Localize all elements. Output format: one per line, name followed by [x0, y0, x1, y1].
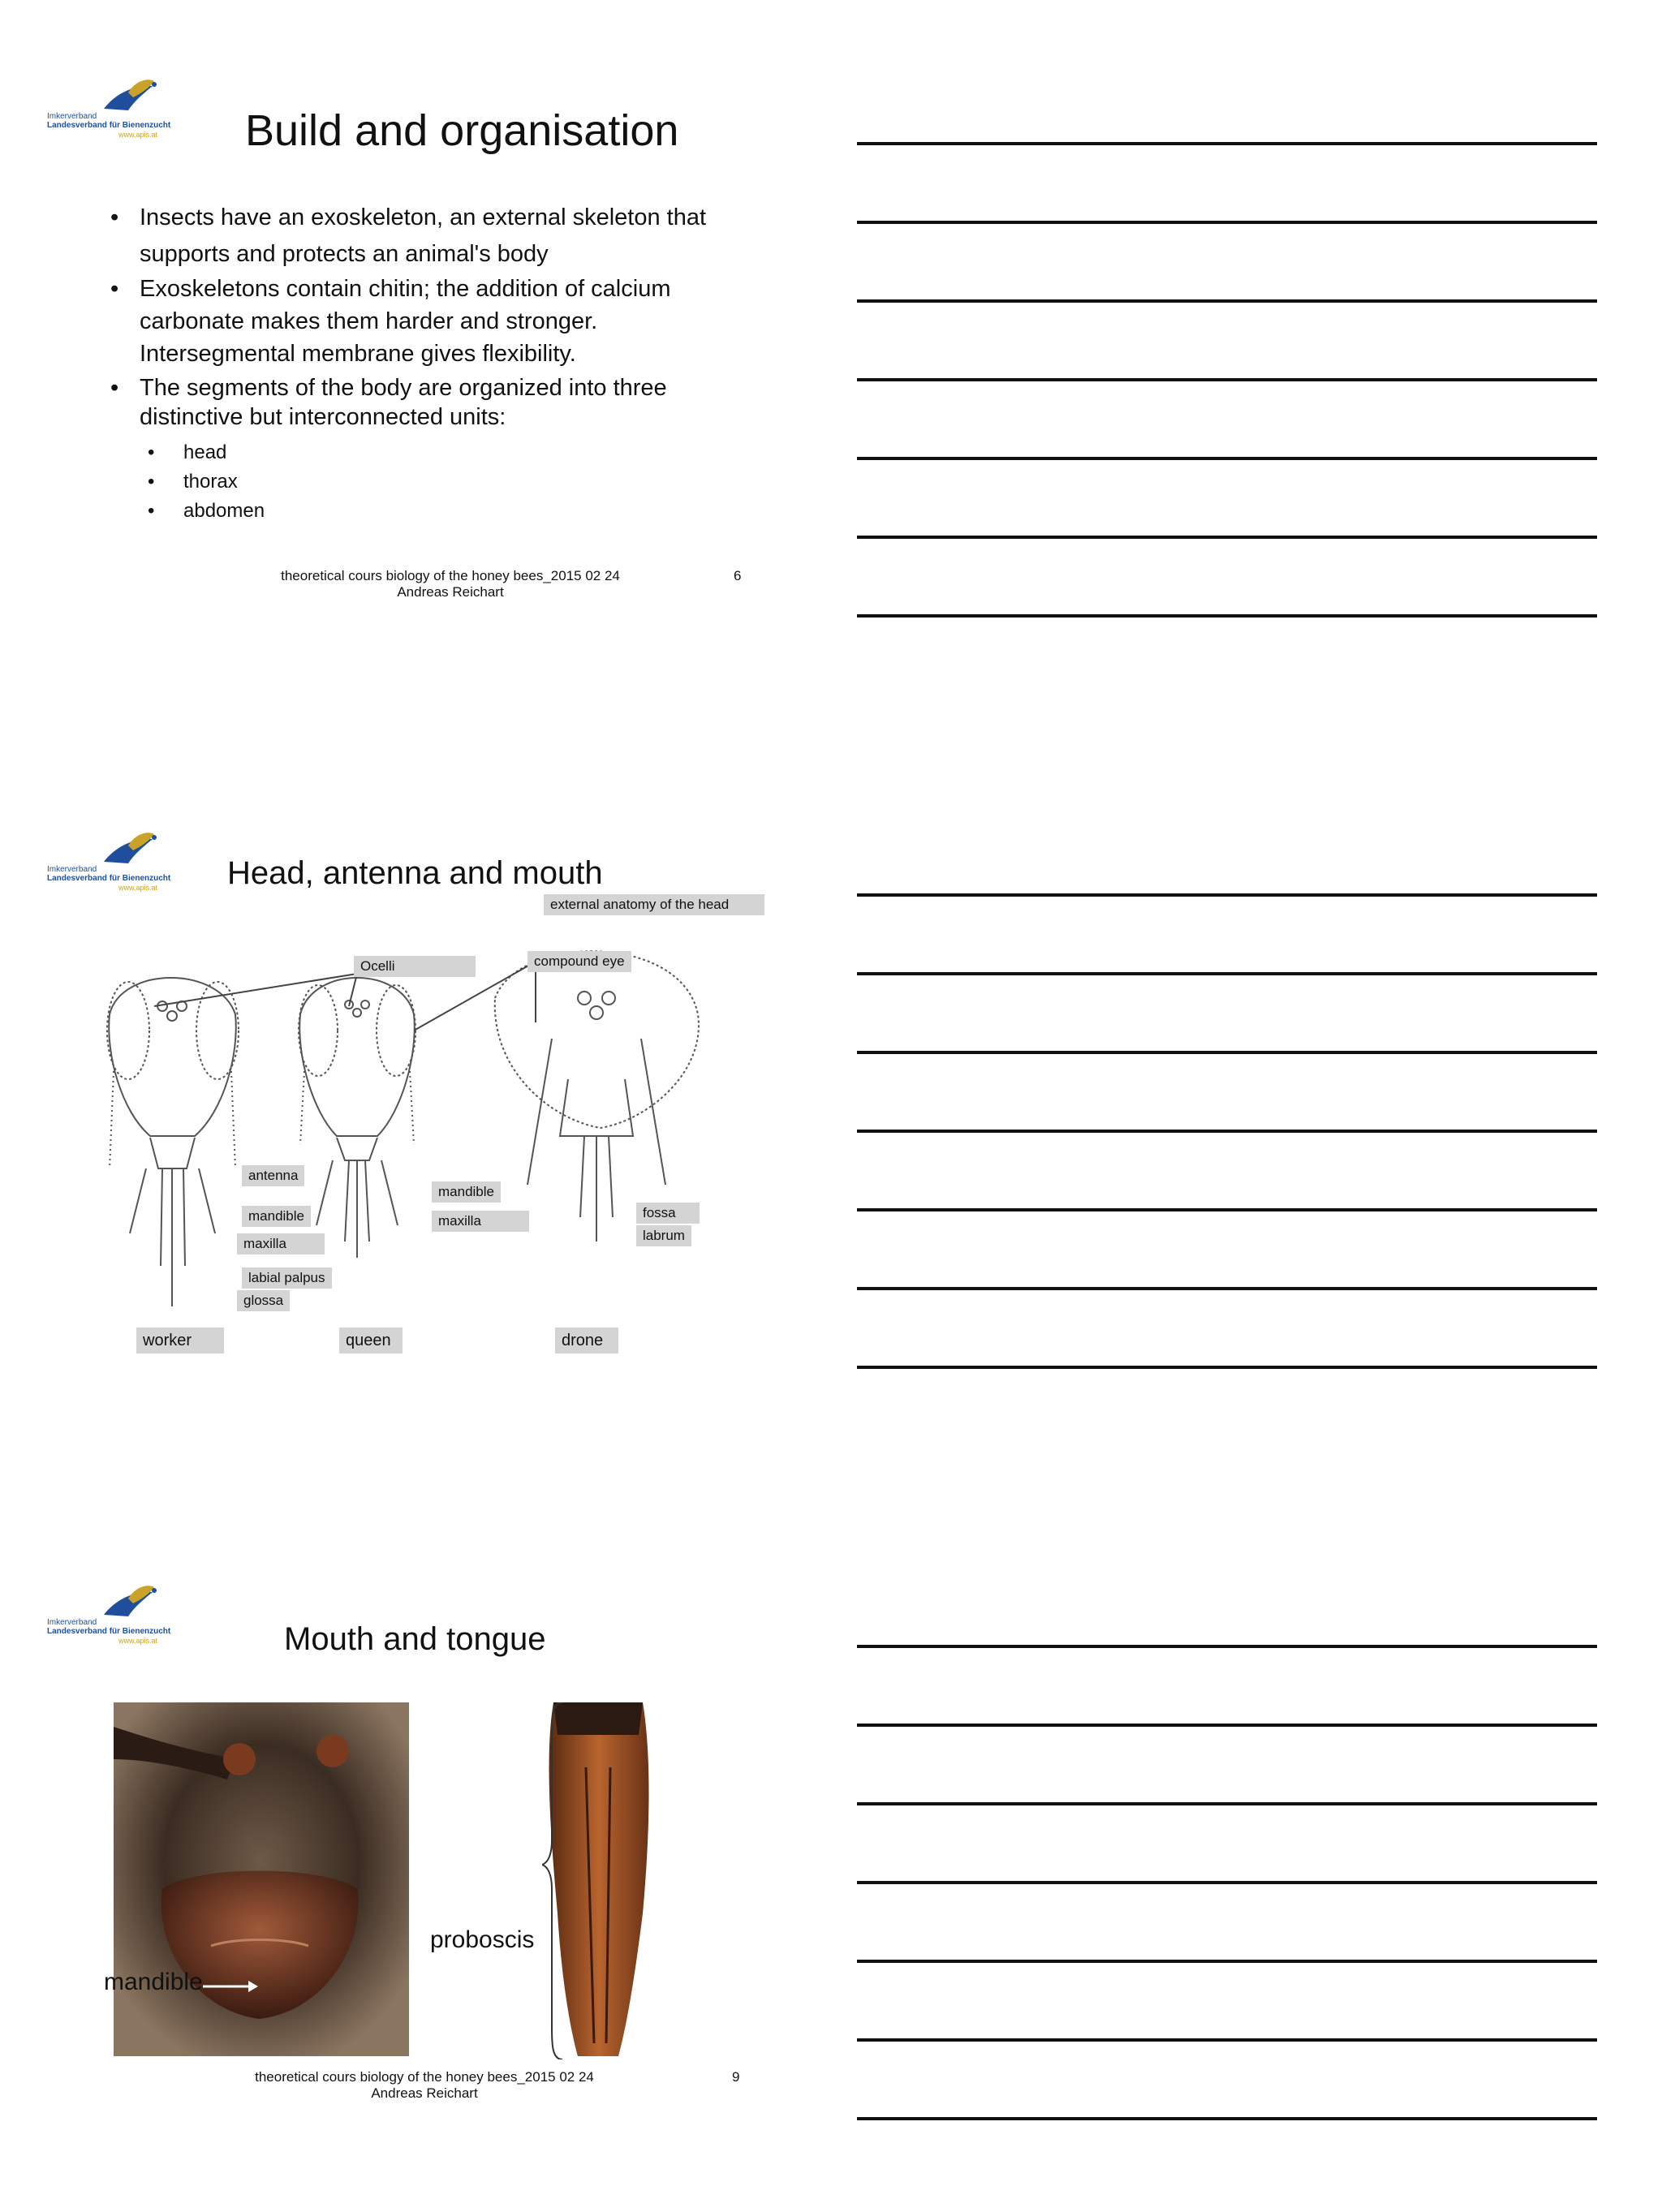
label-fossa: fossa	[636, 1203, 700, 1224]
label-compound-eye: compound eye	[527, 951, 631, 972]
logo-line1: Imkerverband	[47, 1618, 97, 1627]
worker-head-drawing	[107, 978, 239, 1306]
footer-line2: Andreas Reichart	[371, 2085, 478, 2101]
slide-3	[32, 1550, 779, 2134]
label-labrum: labrum	[636, 1225, 691, 1246]
bullet-list	[110, 200, 760, 432]
note-line	[857, 972, 1597, 975]
label-queen: queen	[339, 1328, 403, 1353]
logo-line1: Imkerverband	[47, 865, 97, 874]
logo-line3: www.apis.at	[118, 131, 158, 139]
logo-line3: www.apis.at	[118, 884, 158, 892]
note-line	[857, 221, 1597, 224]
note-line	[857, 1208, 1597, 1211]
page-number: 9	[732, 2069, 740, 2085]
note-line	[857, 893, 1597, 897]
slide-title: Head, antenna and mouth	[227, 855, 603, 891]
sub-bullet-list	[148, 438, 265, 526]
logo-line2: Landesverband für Bienenzucht	[47, 874, 171, 883]
note-line	[857, 1645, 1597, 1648]
label-maxilla-queen: maxilla	[432, 1211, 529, 1232]
mandible-label: mandible	[104, 1969, 203, 1995]
note-line	[857, 1366, 1597, 1369]
logo	[47, 829, 185, 894]
note-line	[857, 614, 1597, 618]
logo-line2: Landesverband für Bienenzucht	[47, 1627, 171, 1636]
page-number: 6	[734, 568, 742, 583]
slide-title: Mouth and tongue	[284, 1621, 546, 1657]
note-line	[857, 378, 1597, 381]
bee-face-photo	[114, 1702, 409, 2056]
logo-line1: Imkerverband	[47, 112, 97, 121]
drone-head-drawing	[495, 951, 699, 1242]
sub-bullet-item: • head	[148, 438, 265, 467]
label-glossa: glossa	[237, 1290, 290, 1311]
label-ocelli: Ocelli	[354, 956, 476, 977]
bullet-item: • The segments of the body are organized into three distinctive but interconnected units:	[110, 373, 760, 432]
arrow-icon	[203, 1978, 260, 1995]
bullet-item: • Exoskeletons contain chitin; the addition of calcium carbonate makes them harder and stronger. Intersegmental membrane gives flexibility.	[110, 273, 760, 370]
note-line	[857, 1051, 1597, 1054]
note-line	[857, 536, 1597, 539]
bullet-item: • Insects have an exoskeleton, an external skeleton that supports and protects an animal's body	[110, 200, 760, 273]
label-labial-palpus: labial palpus	[242, 1267, 332, 1289]
sub-bullet-item: • thorax	[148, 467, 265, 497]
footer	[203, 568, 698, 600]
brace-icon	[542, 1702, 566, 2059]
note-line	[857, 1802, 1597, 1805]
logo	[47, 1582, 185, 1647]
note-line	[857, 299, 1597, 303]
label-antenna: antenna	[242, 1165, 304, 1186]
note-line	[857, 1287, 1597, 1290]
note-line	[857, 1960, 1597, 1963]
label-drone: drone	[555, 1328, 618, 1353]
label-mandible-queen: mandible	[432, 1181, 501, 1203]
note-line	[857, 2117, 1597, 2120]
sub-bullet-item: • abdomen	[148, 497, 265, 526]
proboscis-label: proboscis	[430, 1926, 535, 1953]
logo-line2: Landesverband für Bienenzucht	[47, 121, 171, 130]
label-worker: worker	[136, 1328, 224, 1353]
note-line	[857, 1881, 1597, 1884]
label-external-anatomy: external anatomy of the head	[544, 894, 764, 915]
logo	[47, 76, 185, 141]
footer-line1: theoretical cours biology of the honey bees_2015 02 24	[281, 568, 620, 583]
label-mandible-worker: mandible	[242, 1206, 311, 1227]
bee-heads-illustration	[32, 925, 763, 1379]
note-line	[857, 457, 1597, 460]
footer-line2: Andreas Reichart	[397, 584, 504, 600]
label-maxilla-worker: maxilla	[237, 1233, 325, 1254]
note-line	[857, 1130, 1597, 1133]
note-line	[857, 142, 1597, 145]
slide-2	[32, 803, 779, 1420]
queen-head-drawing	[299, 978, 416, 1258]
footer	[177, 2069, 672, 2102]
note-line	[857, 2038, 1597, 2042]
note-line	[857, 1724, 1597, 1727]
footer-line1: theoretical cours biology of the honey bees_2015 02 24	[255, 2069, 594, 2085]
slide-title: Build and organisation	[245, 106, 679, 155]
slide-1	[32, 57, 779, 625]
logo-line3: www.apis.at	[118, 1637, 158, 1645]
